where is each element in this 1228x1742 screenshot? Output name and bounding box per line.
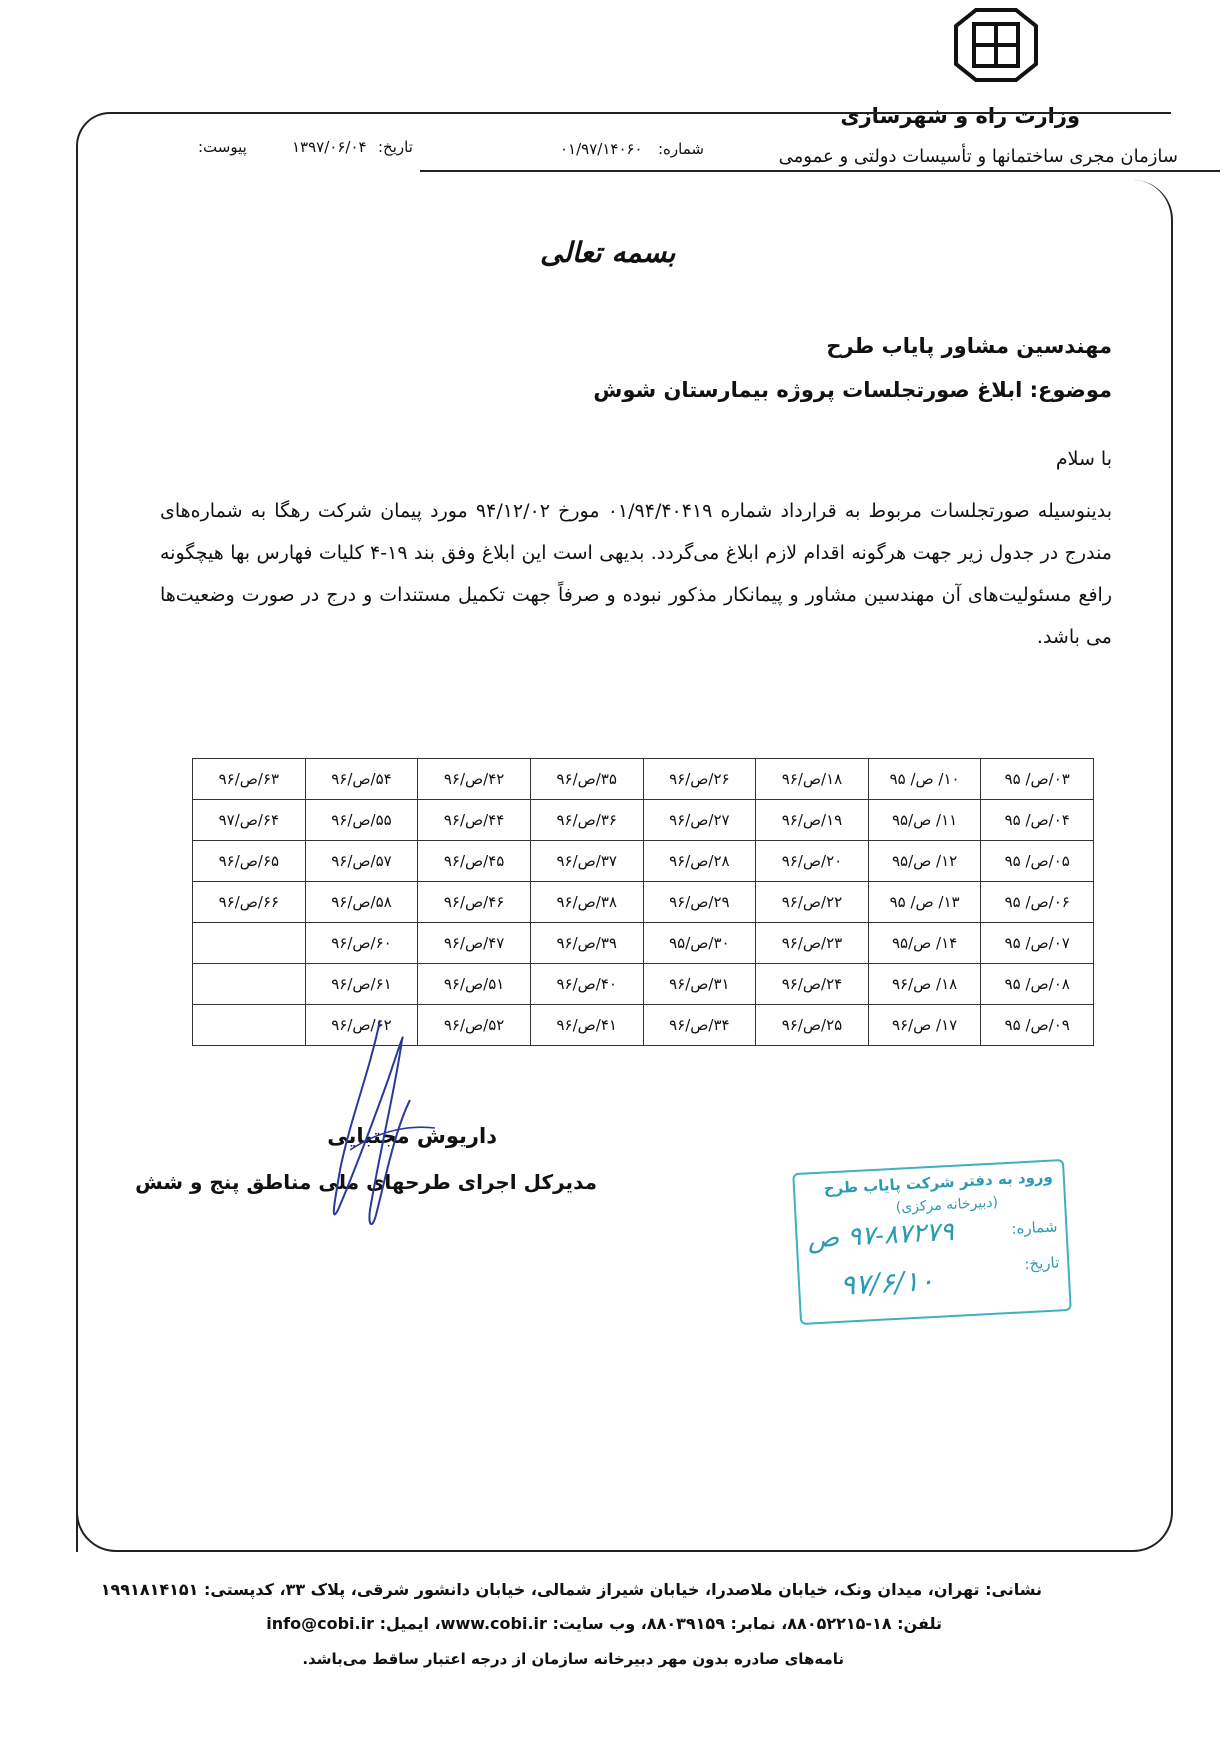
table-cell [193,1005,306,1046]
subject: موضوع: ابلاغ صورتجلسات پروژه بیمارستان شوش [593,378,1112,402]
table-cell: ۳۱/ص/۹۶ [643,964,756,1005]
table-cell: ۰۳/ص/ ۹۵ [981,759,1094,800]
attachment-label: پیوست: [198,138,247,156]
table-cell: ۰۸/ص/ ۹۵ [981,964,1094,1005]
stamp-number-value: ۹۷-۸۷۲۷۹ ص [806,1216,955,1255]
table-cell: ۲۴/ص/۹۶ [756,964,869,1005]
signer-name: داریوش مجتبایی [327,1124,497,1148]
table-cell: ۲۹/ص/۹۶ [643,882,756,923]
letter-date-value: ۱۳۹۷/۰۶/۰۴ [292,138,367,156]
table-cell: ۵۵/ص/۹۶ [305,800,418,841]
table-cell: ۶۵/ص/۹۶ [193,841,306,882]
table-cell: ۲۶/ص/۹۶ [643,759,756,800]
table-cell: ۲۰/ص/۹۶ [756,841,869,882]
footer-contact: تلفن: ۱۸-۸۸۰۵۲۲۱۵، نمابر: ۸۸۰۳۹۱۵۹، وب سایت: www.cobi.ir، ایمیل: info@cobi.ir [266,1614,942,1633]
stamp-line-2: (دبیرخانه مرکزی) [895,1194,999,1216]
table-cell: ۰۴/ص/ ۹۵ [981,800,1094,841]
table-cell: ۱۹/ص/۹۶ [756,800,869,841]
table-cell: ۵۷/ص/۹۶ [305,841,418,882]
table-cell: ۱۸/ ص/۹۶ [868,964,981,1005]
table-cell: ۱۴/ ص/۹۵ [868,923,981,964]
table-cell: ۱۳/ ص/ ۹۵ [868,882,981,923]
table-row [193,882,1094,923]
ministry-name: وزارت راه و شهرسازی [840,104,1080,128]
table-cell: ۵۴/ص/۹۶ [305,759,418,800]
table-cell: ۶۲/ص/۹۶ [305,1005,418,1046]
ministry-logo [950,8,1042,82]
table-cell: ۳۸/ص/۹۶ [530,882,643,923]
table-cell: ۴۱/ص/۹۶ [530,1005,643,1046]
table-cell: ۶۱/ص/۹۶ [305,964,418,1005]
minutes-table [192,758,1094,1046]
letter-number-value: ۰۱/۹۷/۱۴۰۶۰ [560,140,643,158]
table-cell: ۱۲/ ص/۹۵ [868,841,981,882]
table-row [193,759,1094,800]
table-cell: ۱۸/ص/۹۶ [756,759,869,800]
table-cell: ۵۲/ص/۹۶ [418,1005,531,1046]
table-cell: ۴۶/ص/۹۶ [418,882,531,923]
letter-body: بدینوسیله صورتجلسات مربوط به قرارداد شماره ۰۱/۹۴/۴۰۴۱۹ مورخ ۹۴/۱۲/۰۲ مورد پیمان شرکت رهگا به شماره‌های مندرج در جدول زیر جهت هرگونه اقدام لازم ابلاغ می‌گردد. بدیهی است این ابلاغ وفق بند ۱۹-۴ کلیات فهارس بها هیچگونه رافع مسئولیت‌های آن مهندسین مشاور و پیمانکار مذکور نبوده و صرفاً جهت تکمیل مستندات و درج در صورت وضعیت‌ها می باشد. [160,500,1113,648]
table-cell: ۲۲/ص/۹۶ [756,882,869,923]
table-cell: ۳۷/ص/۹۶ [530,841,643,882]
handwritten-signature [310,1010,450,1240]
table-cell: ۱۷/ ص/۹۶ [868,1005,981,1046]
stamp-number-label: شماره: [1010,1217,1058,1238]
table-row [193,800,1094,841]
table-cell: ۳۵/ص/۹۶ [530,759,643,800]
table-cell: ۲۸/ص/۹۶ [643,841,756,882]
table-cell: ۰۵/ص/ ۹۵ [981,841,1094,882]
table-cell: ۵۸/ص/۹۶ [305,882,418,923]
table-cell [193,964,306,1005]
table-row [193,841,1094,882]
stamp-date-value: ۹۷/۶/۱۰ [839,1263,935,1302]
table-cell: ۰۹/ص/ ۹۵ [981,1005,1094,1046]
stamp-date-label: تاریخ: [1023,1253,1060,1274]
table-cell: ۴۷/ص/۹۶ [418,923,531,964]
footer-note: نامه‌های صادره بدون مهر دبیرخانه سازمان از درجه اعتبار ساقط می‌باشد. [302,1650,844,1668]
table-cell: ۶۰/ص/۹۶ [305,923,418,964]
table-cell: ۴۲/ص/۹۶ [418,759,531,800]
table-cell: ۰۶/ص/ ۹۵ [981,882,1094,923]
letter-number-label: شماره: [658,140,704,158]
table-cell: ۱۱/ ص/۹۵ [868,800,981,841]
table-cell: ۳۶/ص/۹۶ [530,800,643,841]
stamp-line-1: ورود به دفتر شرکت پایاب طرح [823,1167,1054,1198]
recipient: مهندسین مشاور پایاب طرح [826,334,1112,358]
table-cell: ۲۵/ص/۹۶ [756,1005,869,1046]
greeting: با سلام [1055,448,1112,470]
table-cell: ۳۹/ص/۹۶ [530,923,643,964]
basmala: بسمه تعالی [540,236,676,269]
letter-date-label: تاریخ: [378,138,413,156]
table-cell: ۴۵/ص/۹۶ [418,841,531,882]
table-cell: ۵۱/ص/۹۶ [418,964,531,1005]
table-cell [193,923,306,964]
table-cell: ۰۷/ص/ ۹۵ [981,923,1094,964]
table-row [193,923,1094,964]
signer-title: مدیرکل اجرای طرحهای ملی مناطق پنج و شش [135,1170,597,1194]
table-cell: ۶۳/ص/۹۶ [193,759,306,800]
table-cell: ۴۰/ص/۹۶ [530,964,643,1005]
table-cell: ۱۰/ ص/ ۹۵ [868,759,981,800]
table-cell: ۶۴/ص/۹۷ [193,800,306,841]
table-cell: ۶۶/ص/۹۶ [193,882,306,923]
table-cell: ۳۰/ص/۹۵ [643,923,756,964]
table-cell: ۲۷/ص/۹۶ [643,800,756,841]
table-cell: ۴۴/ص/۹۶ [418,800,531,841]
registry-stamp [792,1159,1072,1325]
table-row [193,964,1094,1005]
table-cell: ۳۴/ص/۹۶ [643,1005,756,1046]
footer-address: نشانی: تهران، میدان ونک، خیابان ملاصدرا، خیابان شیراز شمالی، خیابان دانشور شرقی، پلاک ۳۳، کدپستی: ۱۹۹۱۸۱۴۱۵۱ [100,1580,1042,1599]
table-cell: ۲۳/ص/۹۶ [756,923,869,964]
organization-name: سازمان مجری ساختمانها و تأسیسات دولتی و عمومی [778,146,1178,167]
